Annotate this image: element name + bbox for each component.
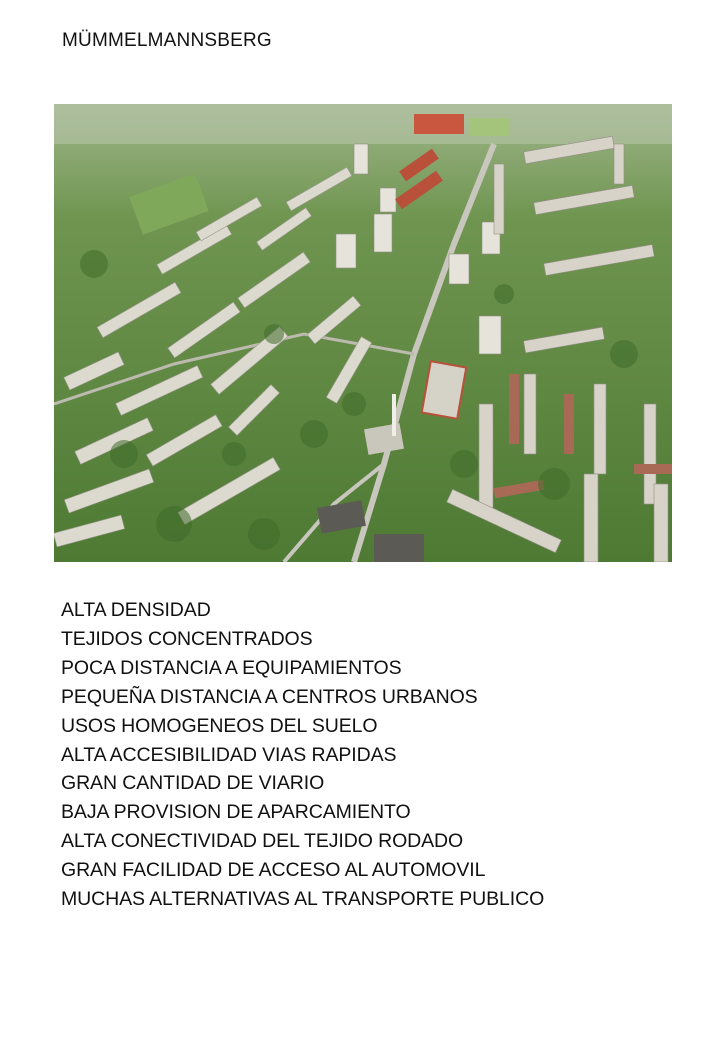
list-item: GRAN CANTIDAD DE VIARIO bbox=[61, 772, 325, 795]
list-item: GRAN FACILIDAD DE ACCESO AL AUTOMOVIL bbox=[61, 859, 486, 882]
aerial-photo bbox=[54, 104, 672, 562]
feature-list bbox=[61, 596, 544, 914]
list-item: MUCHAS ALTERNATIVAS AL TRANSPORTE PUBLICO bbox=[61, 888, 545, 911]
page-title: MÜMMELMANNSBERG bbox=[62, 30, 272, 51]
list-item: POCA DISTANCIA A EQUIPAMIENTOS bbox=[61, 656, 402, 679]
list-item: USOS HOMOGENEOS DEL SUELO bbox=[61, 714, 378, 737]
list-item: ALTA ACCESIBILIDAD VIAS RAPIDAS bbox=[61, 743, 397, 766]
list-item: PEQUEÑA DISTANCIA A CENTROS URBANOS bbox=[61, 685, 478, 708]
aerial-photo-illustration bbox=[54, 104, 672, 562]
sports-track bbox=[414, 114, 464, 134]
central-building bbox=[422, 361, 466, 418]
list-item: BAJA PROVISION DE APARCAMIENTO bbox=[61, 801, 411, 824]
list-item: TEJIDOS CONCENTRADOS bbox=[61, 627, 313, 650]
list-item: ALTA CONECTIVIDAD DEL TEJIDO RODADO bbox=[61, 830, 464, 853]
list-item: ALTA DENSIDAD bbox=[61, 599, 211, 621]
